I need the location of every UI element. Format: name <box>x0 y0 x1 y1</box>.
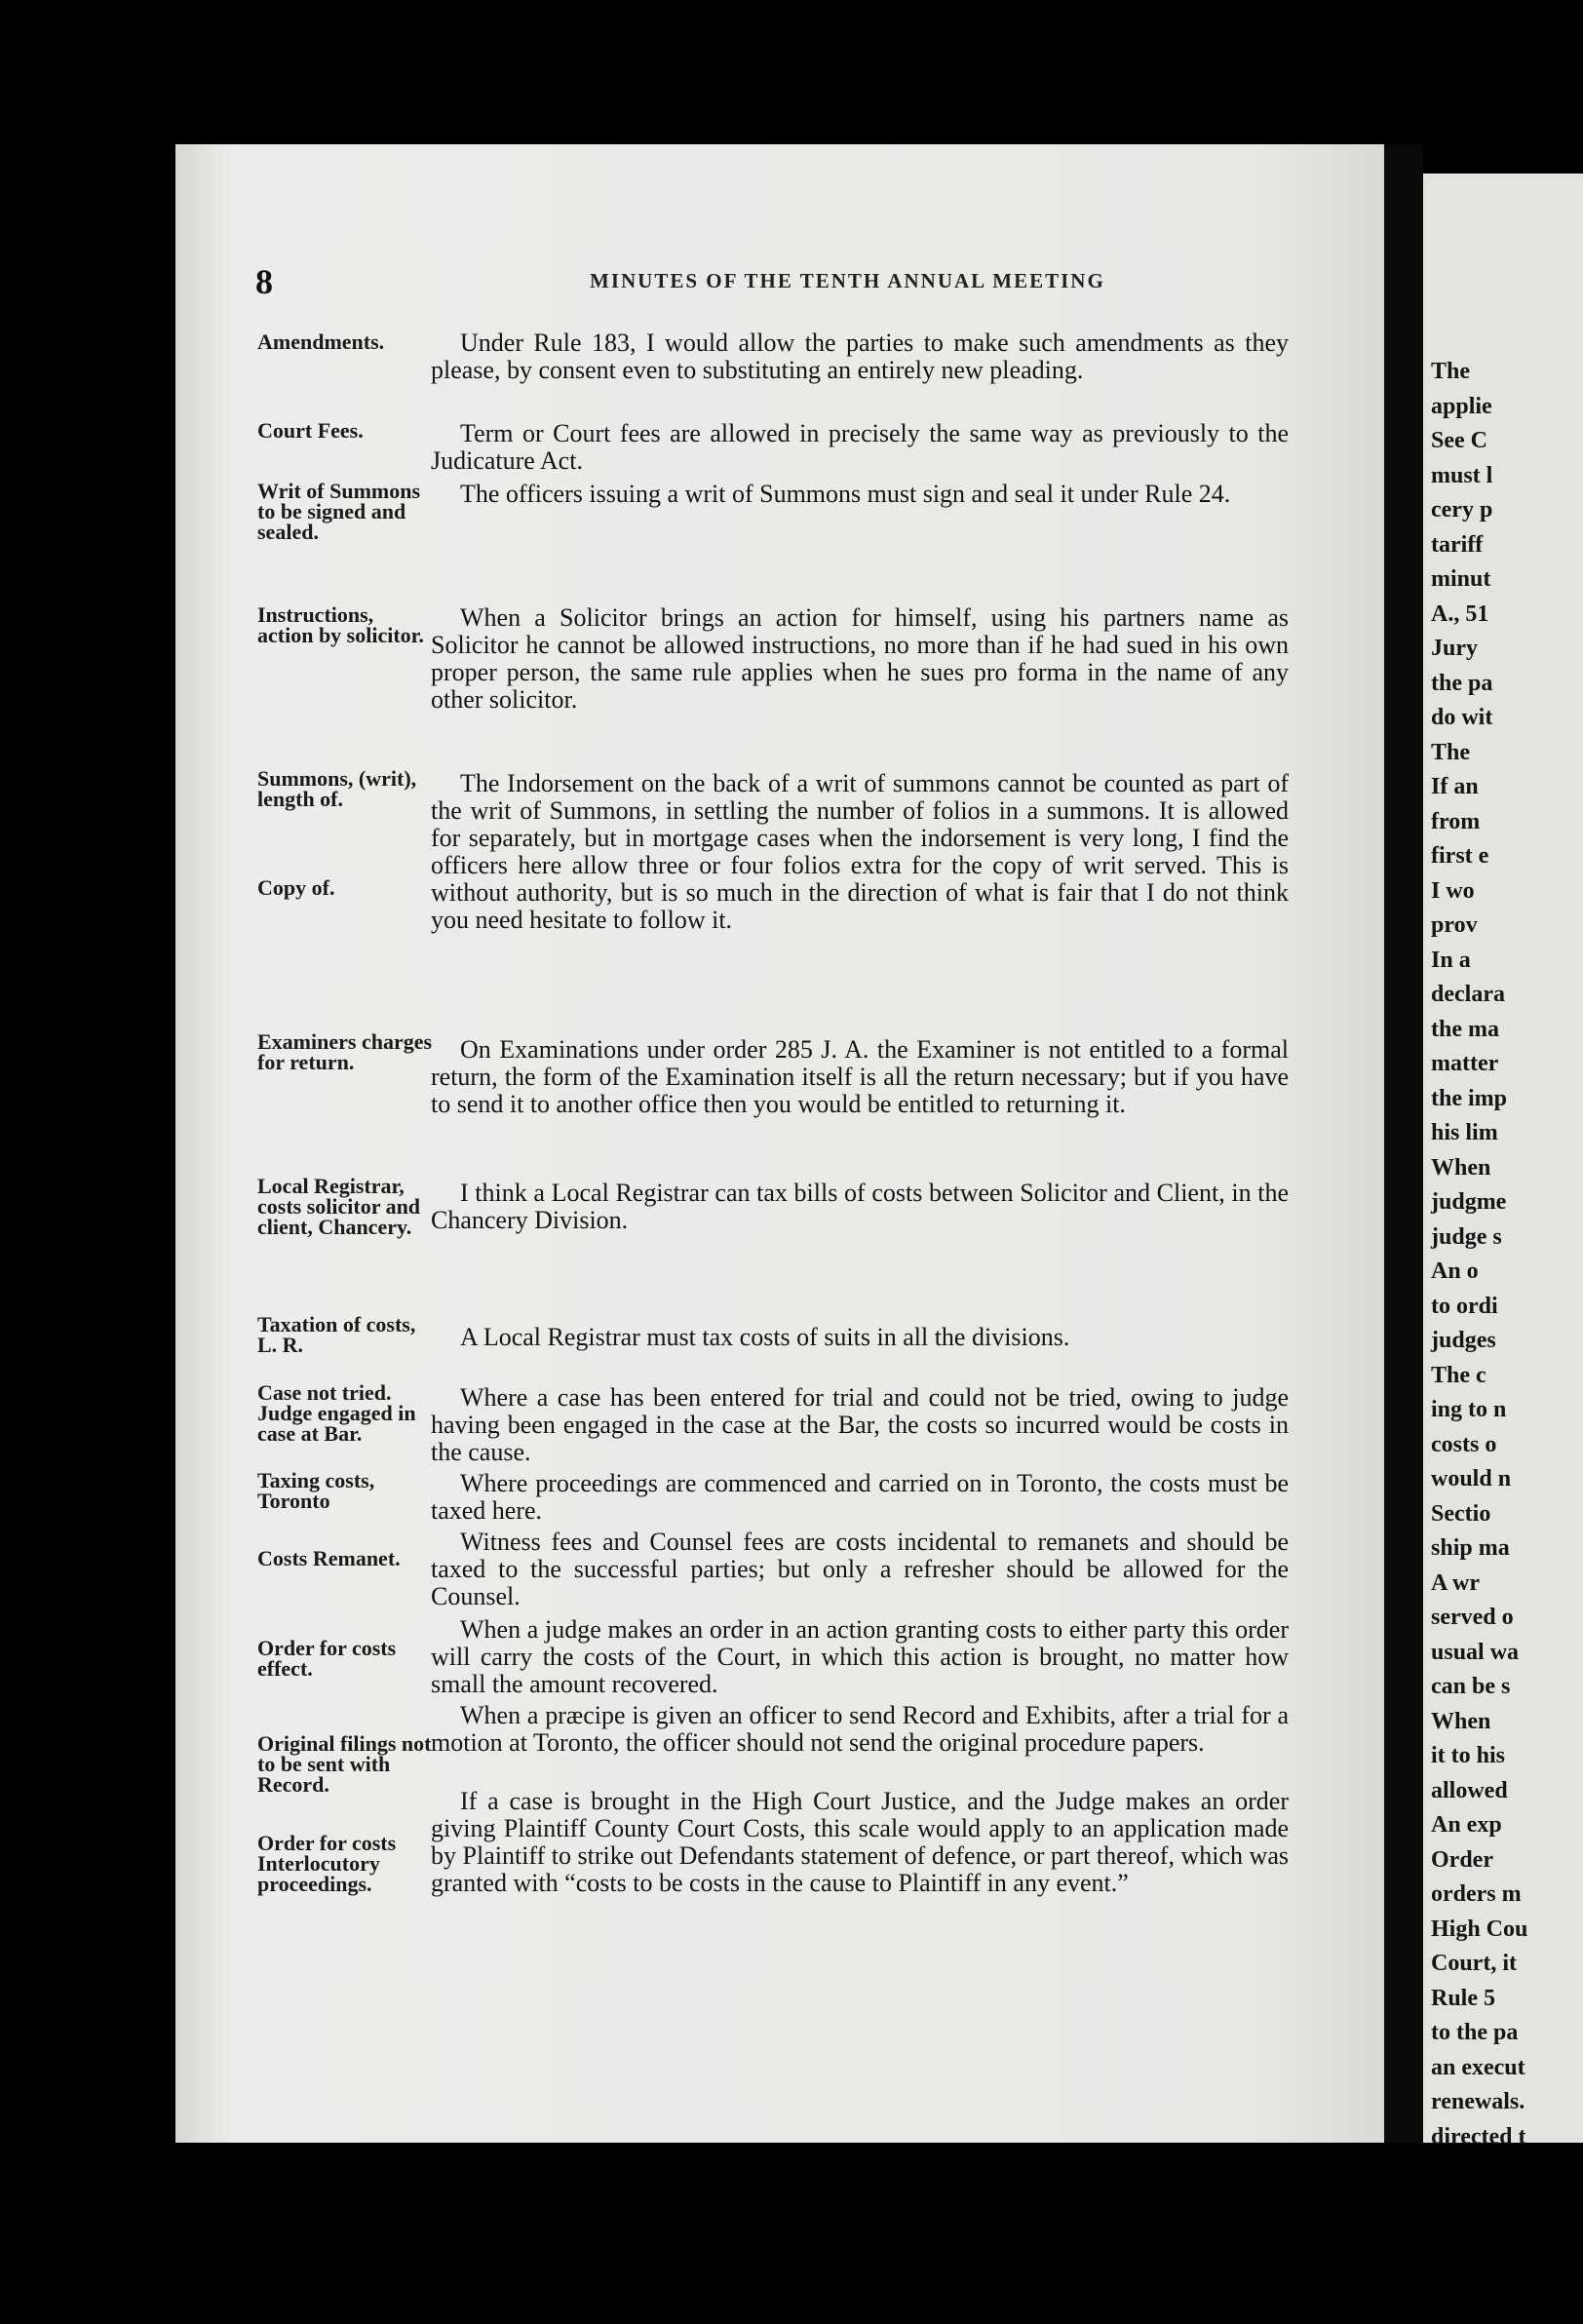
paragraph: Witness fees and Counsel fees are costs incidental to remanets and should be taxed to the successful parties; but only a refresher should be allowed for the Counsel. <box>431 1528 1289 1610</box>
facing-page-fragment <box>1423 174 1583 2150</box>
paragraph: Term or Court fees are allowed in precisely the same way as previously to the Judicature Act. <box>431 419 1289 475</box>
margin-note: Case not tried. Judge engaged in case at Bar. <box>257 1380 416 1446</box>
paragraph: The Indorsement on the back of a writ of summons cannot be counted as part of the writ of Summons, in settling the number of folios in a summons. It is allowed for separately, but in mortgage cases when the indorsement is very long, I find the officers here allow three or four folios extra for the copy of writ served. This is without authority, but is so much in the direction of what is fair that I do not think you need hesitate to follow it. <box>431 769 1289 934</box>
page-header <box>175 261 1384 300</box>
page-number: 8 <box>255 262 273 301</box>
facing-page-line: declara <box>1431 982 1505 1007</box>
facing-page-line: directed t <box>1431 2123 1526 2150</box>
facing-page-line: allowed <box>1431 1777 1508 1803</box>
facing-page-line: his lim <box>1431 1120 1498 1145</box>
facing-page-line: minut <box>1431 566 1491 592</box>
facing-page-line: I wo <box>1431 877 1475 904</box>
facing-page-line: orders m <box>1431 1881 1522 1907</box>
paragraph: On Examinations under order 285 J. A. the Examiner is not entitled to a formal return, the form of the Examination itself is all the return necessary; but if you have to send it to another office then you would be entitled to returning it. <box>431 1035 1289 1118</box>
margin-note: Court Fees. <box>257 418 364 443</box>
facing-page-line: If an <box>1431 774 1479 799</box>
facing-page-line: Sectio <box>1431 1500 1491 1527</box>
margin-note: Summons, (writ), length of. <box>257 766 417 811</box>
margin-note: Original filings not to be sent with Record. <box>257 1731 432 1797</box>
facing-page-line: prov <box>1431 912 1478 938</box>
margin-note: Instructions, action by solicitor. <box>257 602 424 647</box>
paragraph: A Local Registrar must tax costs of suits in all the divisions. <box>460 1323 1070 1351</box>
facing-page-line: applie <box>1431 393 1492 419</box>
facing-page-line: would n <box>1431 1466 1512 1491</box>
facing-page-line: The <box>1431 739 1471 765</box>
facing-page-line: from <box>1431 808 1481 834</box>
paragraph: I think a Local Registrar can tax bills of costs between Solicitor and Client, in the Chancery Division. <box>431 1179 1289 1234</box>
facing-page-line: In a <box>1431 947 1471 973</box>
facing-page-line: it to his <box>1431 1743 1506 1768</box>
facing-page-line: cery p <box>1431 497 1493 523</box>
facing-page-line: Order <box>1431 1846 1493 1873</box>
margin-note: Costs Remanet. <box>257 1546 401 1570</box>
paragraph: Where a case has been entered for trial and could not be tried, owing to judge having been engaged in the case at the Bar, the costs so incurred would be costs in the cause. <box>431 1383 1289 1466</box>
facing-page-line: When <box>1431 1154 1491 1181</box>
paragraph: When a Solicitor brings an action for himself, using his partners name as Solicitor he cannot be allowed instructions, no more than if he had sued in his own proper person, the same rule applies when he sues pro forma in the name of any other solicitor. <box>431 603 1289 714</box>
facing-page-line: the pa <box>1431 670 1493 696</box>
facing-page-line: High Cou <box>1431 1916 1528 1942</box>
facing-page-line: The c <box>1431 1362 1486 1388</box>
facing-page-line: The <box>1431 359 1471 384</box>
margin-note: Amendments. <box>257 329 385 354</box>
facing-page-line: A wr <box>1431 1569 1480 1596</box>
facing-page-line: ing to n <box>1431 1397 1507 1422</box>
margin-note: Writ of Summons to be signed and sealed. <box>257 479 421 544</box>
facing-page-line: must l <box>1431 462 1493 488</box>
facing-page-line: renewals. <box>1431 2089 1525 2114</box>
facing-page-line: judge s <box>1431 1223 1502 1250</box>
facing-page-line: When <box>1431 1708 1491 1734</box>
facing-page-line: usual wa <box>1431 1639 1520 1665</box>
facing-page-line: Jury <box>1431 636 1478 661</box>
facing-page-line: first e <box>1431 843 1489 869</box>
facing-page-line: Rule 5 <box>1431 1985 1495 2011</box>
facing-page-line: do wit <box>1431 705 1493 730</box>
scanned-page <box>175 144 1384 2143</box>
margin-note: Local Registrar, costs solicitor and client, Chancery. <box>257 1174 421 1239</box>
paragraph: The officers issuing a writ of Summons must sign and seal it under Rule 24. <box>460 480 1231 508</box>
facing-page-line: judgme <box>1431 1189 1507 1215</box>
facing-page-line: the ma <box>1431 1016 1499 1042</box>
running-head: MINUTES OF THE TENTH ANNUAL MEETING <box>590 269 1105 292</box>
facing-page-line: to ordi <box>1431 1293 1498 1319</box>
margin-note: Copy of. <box>257 875 335 900</box>
paragraph: Under Rule 183, I would allow the parties to make such amendments as they please, by consent even to substituting an entirely new pleading. <box>431 329 1289 384</box>
facing-page-line: Court, it <box>1431 1951 1517 1976</box>
facing-page-line: See C <box>1431 428 1487 453</box>
facing-page-line: tariff <box>1431 531 1484 558</box>
paragraph: When a judge makes an order in an action granting costs to either party this order will carry the costs of the Court, in which this action is brought, no matter how small the amount recovered. <box>431 1615 1289 1698</box>
facing-page-line: can be s <box>1431 1674 1511 1699</box>
paragraph: When a præcipe is given an officer to send Record and Exhibits, after a trial for a motion at Toronto, the officer should not send the original procedure papers. <box>431 1701 1289 1757</box>
facing-page-line: An o <box>1431 1259 1479 1284</box>
margin-note: Examiners charges for return. <box>257 1029 433 1074</box>
facing-page-line: ship ma <box>1431 1535 1510 1561</box>
paragraph: Where proceedings are commenced and carried on in Toronto, the costs must be taxed here. <box>431 1469 1289 1525</box>
facing-page-line: an execut <box>1431 2054 1525 2080</box>
margin-note: Order for costs Interlocutory proceedings. <box>257 1831 397 1896</box>
facing-page-line: to the pa <box>1431 2020 1519 2045</box>
facing-page-line: costs o <box>1431 1431 1497 1457</box>
book-gutter <box>1384 144 1423 2143</box>
facing-page-line: the imp <box>1431 1085 1507 1111</box>
facing-page-line: A., 51 <box>1431 600 1489 627</box>
margin-note: Taxation of costs, L. R. <box>257 1312 416 1357</box>
facing-page-line: judges <box>1431 1328 1496 1353</box>
margin-note: Order for costs effect. <box>257 1636 397 1681</box>
margin-note: Taxing costs, Toronto <box>257 1468 375 1513</box>
facing-page-line: An exp <box>1431 1812 1502 1838</box>
facing-page-line: served o <box>1431 1605 1514 1630</box>
paragraph: If a case is brought in the High Court Justice, and the Judge makes an order giving Plaintiff County Court Costs, this scale would apply to an application made by Plaintiff to strike out Defendants statement of defence, or part thereof, which was granted with “costs to be costs in the cause to Plaintiff in any event.” <box>431 1787 1289 1897</box>
facing-page-line: matter <box>1431 1051 1499 1076</box>
